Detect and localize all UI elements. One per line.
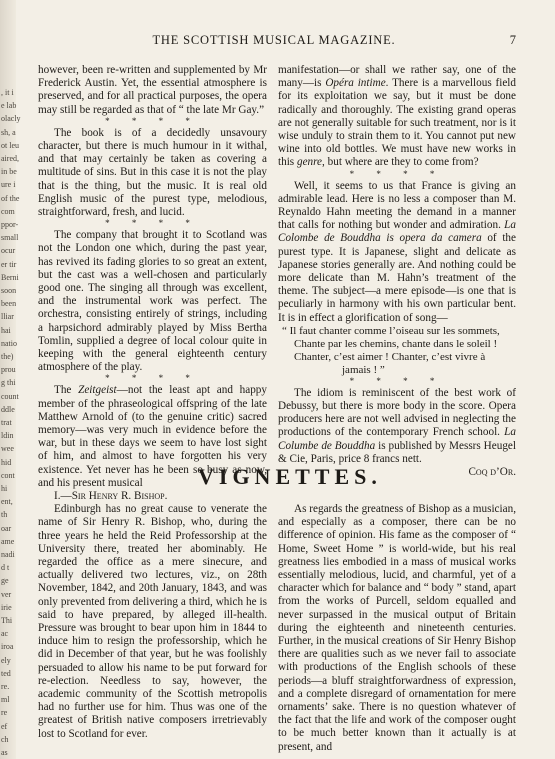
- column-4: [278, 503, 516, 754]
- text-run: . There is a marvellous field for its exploitation we say, but it must be done radically and thoroughly. The existing grand operas are not generally suitable for such treatment, nor is it wise unduly to strain them to it. You cannot put new wine into old bottles. We must have new works in this: [278, 77, 516, 169]
- subsection-title: I.—Sir Henry R. Bishop.: [54, 490, 168, 502]
- gutter-fragment: sh, a: [1, 127, 16, 137]
- section-divider-stars: * * * *: [105, 373, 200, 384]
- gutter-fragment: e lab: [1, 101, 17, 111]
- gutter-fragment: ppor-: [1, 220, 19, 229]
- gutter-fragment: trat: [1, 418, 12, 427]
- paragraph: Edinburgh has no great cause to venerate the name of Sir Henry R. Bishop, who, during the three years he held the Reid Professorship at the University there, treated her abominably. He regarded the office as a mere sinecure, and actually delivered two lectures, viz., on 28th November, 1842, and 20th January, 1843, and was only prevented from delivering a third, which he is said to have prepared, by alleged ill-health. Pressure was brought to bear upon him in 1844 to induce him to resign the professorship, which he did in December of that year, but he was foolishly persuaded to allow his name to be put forward for re-election. Needless to say, however, the academic community of the Scottish metropolis had no further use for him. Thus was one of the greatest of British native composers irretrievably lost to Scotland for ever.: [38, 503, 267, 740]
- gutter-fragment: oar: [1, 523, 12, 533]
- gutter-fragment: th: [1, 510, 8, 520]
- gutter-fragment: iroa: [1, 642, 14, 652]
- gutter-fragment: ch: [1, 734, 9, 744]
- verse-line: “ Il faut chanter comme l’oiseau sur les sommets,: [282, 324, 500, 337]
- gutter-fragment: Thi: [1, 616, 13, 625]
- text-run: The idiom is reminiscent of the best work of Debussy, but there is more body in the score. Opera producers here are not well advised in neglecting the productions of the contemporary French school.: [278, 386, 516, 439]
- paragraph: [278, 180, 516, 325]
- gutter-fragment: ge: [1, 576, 9, 586]
- gutter-fragment: aired,: [1, 154, 19, 163]
- column-2: [278, 64, 516, 479]
- section-divider-stars: * * * *: [105, 115, 200, 126]
- gutter-fragment: ddle: [1, 404, 15, 414]
- section-heading: VIGNETTES.: [198, 464, 382, 489]
- gutter-fragment: of the: [1, 193, 20, 203]
- italic-title: La Columbe de Bouddha: [278, 426, 516, 452]
- gutter-fragment: re.: [1, 682, 10, 691]
- text-run: The: [54, 384, 79, 397]
- italic-title: genre: [296, 156, 323, 169]
- gutter-fragment: prou: [1, 365, 16, 375]
- text-run: —not the least apt and happy member of the phraseological offspring of the late Matthew Arnold of (to the genuine critic) sacred memory—was very much in evidence before the war, but in these days we seem to have lost sight of him, and almost to have forgotten his very existence. Yet never has he been so busy as now, and his present musical: [38, 384, 267, 489]
- gutter-fragment: irie: [1, 602, 12, 612]
- gutter-fragment: soon: [1, 286, 17, 295]
- italic-title: La Colombe de Bouddha is opera da camera: [278, 219, 516, 245]
- verse-line: jamais ! ”: [342, 363, 385, 376]
- gutter-fragment: ame: [1, 536, 15, 546]
- gutter-fragment: com: [1, 206, 15, 216]
- gutter-fragment: Berni: [1, 272, 19, 282]
- text-run: manifestation—or shall we rather say, one of the many—is: [278, 64, 516, 90]
- gutter-fragment: small: [1, 233, 19, 243]
- text-run: , but where are they to come from?: [322, 156, 479, 169]
- paragraph: however, been re-written and supplemented by Mr Frederick Austin. Yet, the essential atmosphere is preserved, and for all practical purposes, the opera may still be regarded as that of “ the late Mr Gay.”: [38, 64, 267, 116]
- gutter-fragment: the): [1, 352, 14, 361]
- text-run: Well, it seems to us that France is giving an admirable lead. Here is no less a composer than M. Reynaldo Hahn meeting the demand in a manner that calls for nothing but wonder and admiration.: [278, 179, 516, 232]
- gutter-fragment: d t: [1, 563, 10, 573]
- italic-title: Opéra intime: [325, 77, 386, 90]
- author-signature: Coq d’Or.: [468, 466, 516, 479]
- gutter-fragment: nadi: [1, 550, 15, 559]
- gutter-fragment: ldin: [1, 431, 14, 441]
- page-header: [32, 33, 516, 49]
- gutter-fragment: ver: [1, 589, 12, 599]
- gutter-fragment: ml: [1, 695, 10, 705]
- text-run: is published by Messrs Heugel & Cie, Paris, price 8 francs nett.: [278, 439, 516, 465]
- gutter-fragment: in be: [1, 167, 17, 177]
- section-divider-stars: * * * *: [349, 168, 445, 179]
- paragraph: As regards the greatness of Bishop as a musician, and especially as a composer, there can be no difference of opinion. His fame as the composer of “ Home, Sweet Home ” is world-wide, but his real greatness lies embodied in a mass of musical works essentially melodious, lucid, and charmful, yet of a character which for balance and “ body ” stand, apart from the works of Purcell, seldom equalled and never surpassed in the musical output of Britain during the eighteenth and nineteenth centuries. Further, in the musical creations of Sir Henry Bishop there are qualities such as we never fail to associate with productions of the English schools of these periods—a bluff straightforwardness of expression, and a complete disregard of ornamentation for mere ornaments’ sake. There is no question whatever of the fact that the life and work of the composer ought to be much better known than it actually is at present, and: [278, 503, 516, 753]
- gutter-fragment: ot leu: [1, 140, 19, 150]
- quoted-verse: [278, 325, 516, 377]
- gutter-fragment: as: [1, 748, 8, 757]
- gutter-fragment: natio: [1, 338, 17, 348]
- gutter-fragment: ef: [1, 721, 8, 731]
- gutter-fragment: wee: [1, 444, 14, 454]
- verse-line: Chanter, c’est aimer ! Chanter, c’est vivre à: [294, 350, 486, 363]
- gutter-fragment: hai: [1, 325, 11, 335]
- gutter-fragment: re: [1, 708, 8, 718]
- gutter-fragment: ted: [1, 668, 11, 678]
- gutter-fragment: , it i: [1, 88, 14, 97]
- gutter-fragment: ent,: [1, 497, 13, 507]
- section-divider-stars: * * * *: [349, 375, 445, 386]
- gutter-fragment: cont: [1, 470, 15, 480]
- page-number: 7: [509, 33, 516, 47]
- gutter-fragment: lliar: [1, 312, 14, 322]
- gutter-fragment: er tir: [1, 259, 17, 269]
- gutter-fragment: ure i: [1, 180, 16, 190]
- gutter-fragment: ocur: [1, 246, 16, 256]
- italic-term: Zeitgeist: [78, 384, 117, 397]
- left-margin-bleed: [0, 0, 21, 759]
- magazine-title: THE SCOTTISH MUSICAL MAGAZINE.: [152, 33, 396, 47]
- gutter-fragment: ac: [1, 629, 9, 639]
- gutter-fragment: hid: [1, 457, 12, 467]
- gutter-fragment: count: [1, 391, 19, 401]
- paragraph: [278, 64, 516, 170]
- text-run: of the purest type. It is Japanese, slight and delicate as Japanese stories generally are. And nothing could be more delicate than M. Hahn’s treatment of the theme. The subject—a mere episode—is one that is peculiarly in harmony with his own particular bent. It is in effect a glorification of song—: [278, 232, 516, 324]
- section-divider-stars: * * * *: [105, 218, 200, 229]
- paragraph: [278, 387, 516, 466]
- paragraph: The book is of a decidedly unsavoury character, but there is much humour in it withal, and that may certainly be taken as covering a multitude of sins. But in this case it is not the play that is the thing, but the music. It is real old English music of the purest type, melodious, straightforward, fresh, and lucid.: [38, 126, 267, 219]
- column-1: [38, 64, 267, 490]
- gutter-fragment: ely: [1, 655, 11, 665]
- gutter-fragment: been: [1, 299, 17, 309]
- verse-line: Chante par les chemins, chante dans le soleil !: [294, 337, 498, 350]
- gutter-fragment: hi: [1, 484, 8, 493]
- gutter-fragment: olacly: [1, 114, 21, 124]
- column-3: [38, 490, 267, 741]
- gutter-fragment: g thi: [1, 378, 16, 388]
- paragraph: The company that brought it to Scotland was not the London one which, during the past year, has revived its fading glories to so great an extent, but the cast was a well-chosen and particularly good one. The singing all through was excellent, and the instrumental work was perfect. The orchestra, consisting entirely of strings, including a harpsichord admirably played by Miss Bertha Tomlin, supplied a degree of local colour quite in keeping with the general eighteenth century atmosphere of the play.: [38, 229, 267, 374]
